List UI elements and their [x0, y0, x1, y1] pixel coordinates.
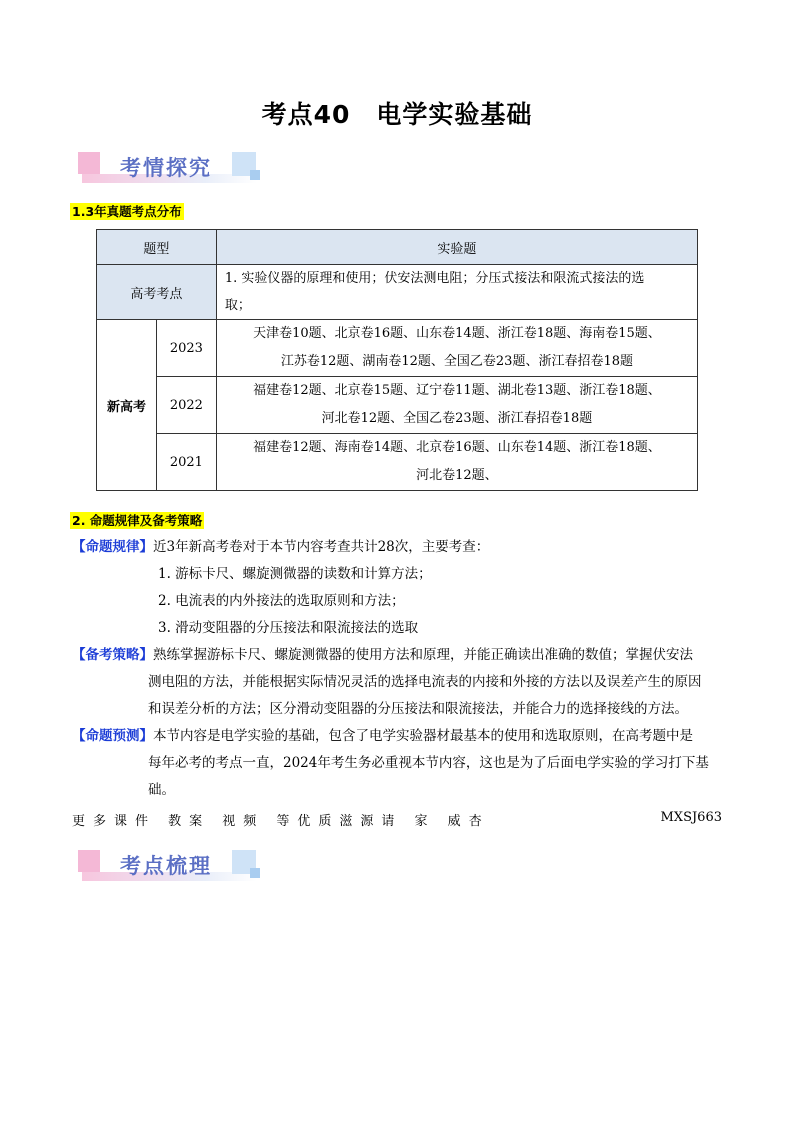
section-banner-exam-analysis — [78, 152, 263, 188]
rule-tag: 【命题规律】 — [72, 539, 153, 555]
kaodian-label-cell: 高考考点 — [97, 265, 217, 320]
section-label: 考点梳理 — [120, 854, 212, 878]
year-cell: 2022 — [156, 377, 216, 434]
strategy-paragraph — [72, 642, 732, 669]
header-value-cell: 实验题 — [216, 230, 697, 265]
footer-code: MXSJ663 — [660, 810, 722, 825]
predict-line: 础。 — [148, 782, 175, 798]
section-label: 考情探究 — [120, 156, 212, 180]
strategy-line: 测电阻的方法，并能根据实际情况灵活的选择电流表的内接和外接的方法以及误差产生的原因 — [148, 674, 702, 690]
title-topic: 电学实验基础 — [376, 100, 533, 129]
exam-line: 福建卷12题、北京卷15题、辽宁卷11题、湖北卷13题、浙江卷18题、 — [253, 383, 661, 398]
year-cell: 2021 — [156, 434, 216, 491]
exam-line: 河北卷12题、 — [416, 468, 498, 483]
subheading-distribution: 1.3年真题考点分布 — [72, 204, 182, 219]
kaodian-line: 取； — [224, 298, 251, 313]
footer-promo-text: 更多课件 教案 视频 等优质滋源请 家 威杏 — [72, 814, 490, 829]
predict-tag: 【命题预测】 — [72, 728, 153, 744]
rule-item: 1. 游标卡尺、螺旋测微器的读数和计算方法； — [158, 566, 432, 582]
rule-item: 3. 滑动变阻器的分压接法和限流接法的选取 — [158, 620, 419, 636]
strategy-line: 和误差分析的方法；区分滑动变阻器的分压接法和限流接法，并能合力的选择接线的方法。 — [148, 701, 688, 717]
rule-intro: 近3年新高考卷对于本节内容考查共计28次，主要考查： — [153, 539, 490, 555]
kaodian-line: 1. 实验仪器的原理和使用；伏安法测电阻；分压式接法和限流式接法的选 — [224, 271, 645, 286]
kaodian-content-cell — [216, 265, 697, 320]
predict-line: 每年必考的考点一直，2024年考生务必重视本节内容，这也是为了后面电学实验的学习打下基 — [148, 755, 709, 771]
exam-line: 天津卷10题、北京卷16题、山东卷14题、浙江卷18题、海南卷15题、 — [253, 326, 661, 341]
exam-list-cell — [216, 377, 697, 434]
strategy-line: 熟练掌握游标卡尺、螺旋测微器的使用方法和原理，并能正确读出准确的数值；掌握伏安法 — [153, 647, 693, 663]
title-number: 考点40 — [261, 100, 351, 129]
section-banner-key-points — [78, 850, 263, 886]
rule-item: 2. 电流表的内外接法的选取原则和方法； — [158, 593, 405, 609]
exam-list-cell — [216, 320, 697, 377]
group-label-cell: 新高考 — [97, 320, 157, 491]
predict-paragraph — [72, 723, 732, 750]
strategy-tag: 【备考策略】 — [72, 647, 153, 663]
header-type-cell: 题型 — [97, 230, 217, 265]
exam-line: 江苏卷12题、湖南卷12题、全国乙卷23题、浙江春招卷18题 — [280, 354, 633, 369]
year-cell: 2023 — [156, 320, 216, 377]
exam-list-cell — [216, 434, 697, 491]
distribution-table — [96, 229, 698, 491]
predict-line: 本节内容是电学实验的基础，包含了电学实验器材最基本的使用和选取原则，在高考题中是 — [153, 728, 693, 744]
exam-line: 福建卷12题、海南卷14题、北京卷16题、山东卷14题、浙江卷18题、 — [253, 440, 661, 455]
page-title — [0, 95, 794, 131]
exam-line: 河北卷12题、全国乙卷23题、浙江春招卷18题 — [321, 411, 593, 426]
subheading-strategy: 2. 命题规律及备考策略 — [72, 513, 203, 528]
rule-paragraph — [72, 534, 732, 561]
